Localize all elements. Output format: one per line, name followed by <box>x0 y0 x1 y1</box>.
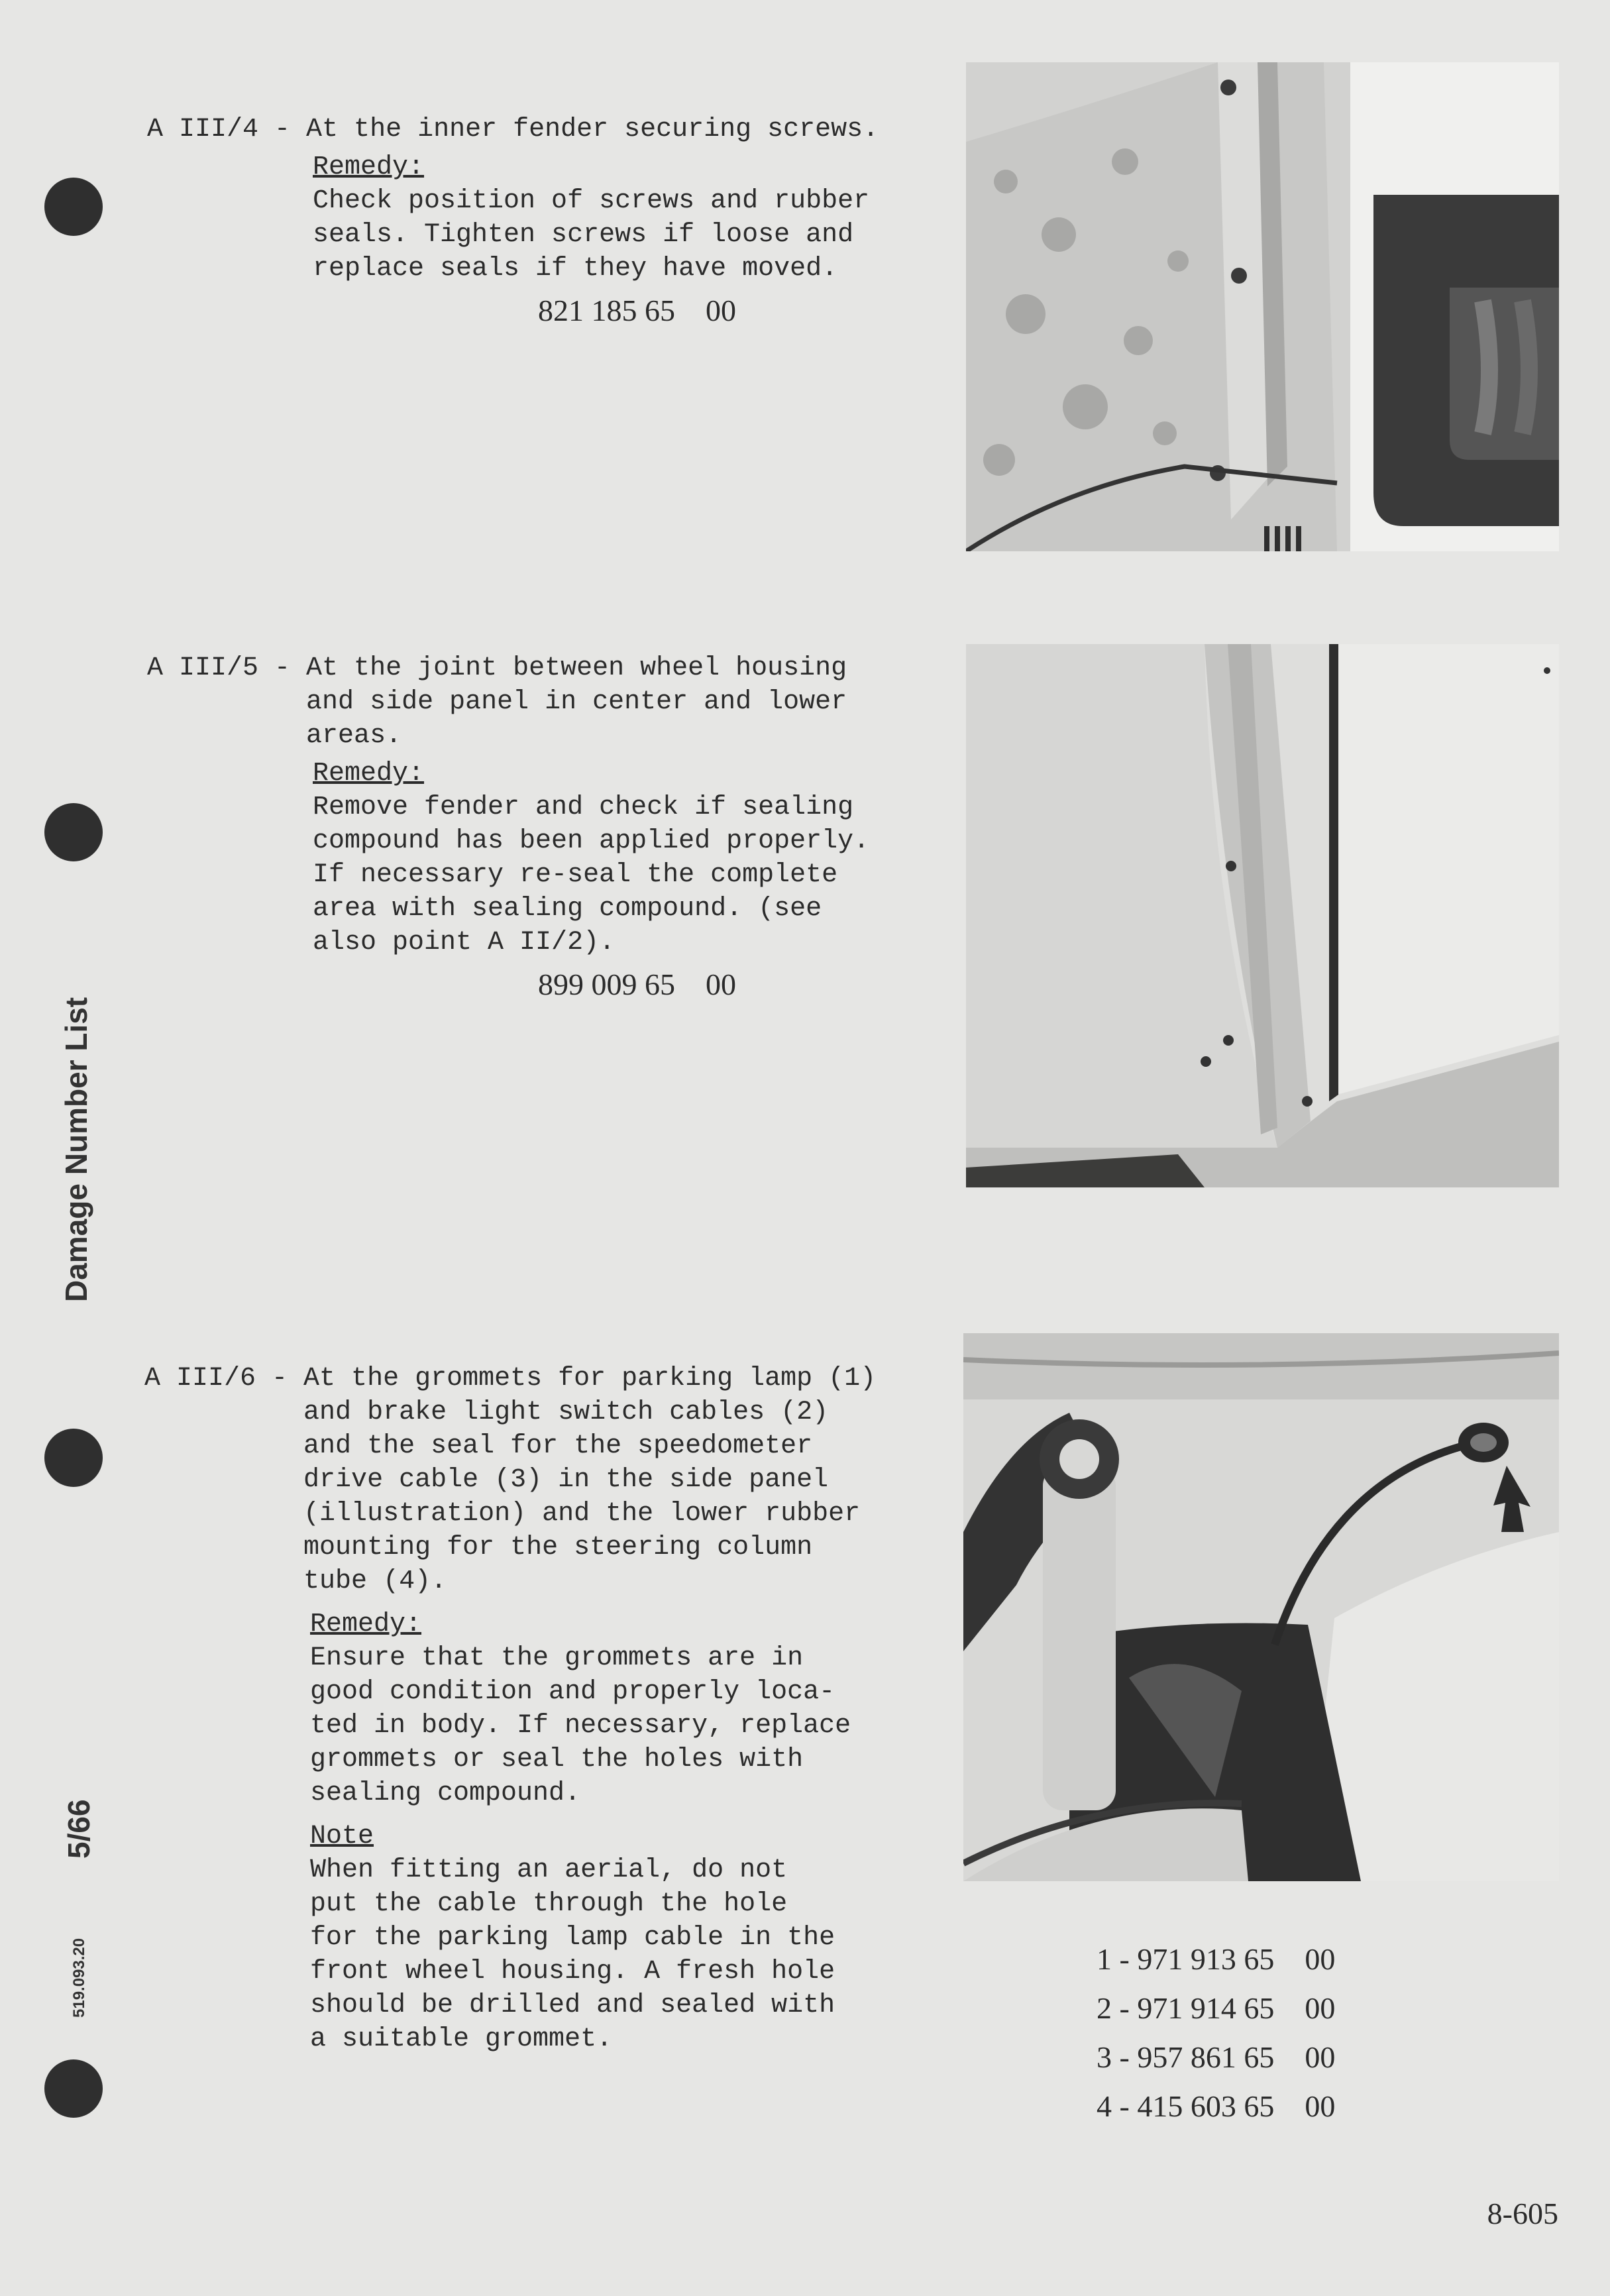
note-line: for the parking lamp cable in the <box>310 1923 835 1953</box>
remedy-line: area with sealing compound. (see <box>313 894 822 924</box>
photo-wheel-housing-joint <box>966 644 1559 1187</box>
entry-title-line: At the grommets for parking lamp (1) <box>303 1364 877 1394</box>
note-line: When fitting an aerial, do not <box>310 1855 788 1885</box>
note-label: Note <box>310 1822 374 1851</box>
punch-hole <box>44 2059 103 2118</box>
remedy-line: also point A II/2). <box>313 928 616 957</box>
parts-list <box>1097 1935 1335 2131</box>
remedy-line: replace seals if they have moved. <box>313 254 838 284</box>
entry-code: A III/6 - <box>144 1364 304 1394</box>
remedy-line: ted in body. If necessary, replace <box>310 1711 851 1741</box>
part-number: 899 009 65 00 <box>538 967 736 1001</box>
part-number: 821 185 65 00 <box>538 294 736 327</box>
remedy-line: If necessary re-seal the complete <box>313 860 838 890</box>
entry-code: A III/4 - <box>147 115 307 144</box>
entry-title-line: At the inner fender securing screws. <box>306 115 879 144</box>
entry-title-line: At the joint between wheel housing <box>306 653 847 683</box>
punch-hole <box>44 1429 103 1487</box>
side-title: Damage Number List <box>59 997 93 1302</box>
remedy-label: Remedy: <box>313 152 425 182</box>
photo-grommets <box>963 1333 1559 1881</box>
remedy-label: Remedy: <box>313 759 425 789</box>
parts-list-item: 2 - 971 914 65 00 <box>1097 1991 1336 2025</box>
punch-hole <box>44 178 103 236</box>
remedy-line: grommets or seal the holes with <box>310 1745 804 1775</box>
entry-code: A III/5 - <box>147 653 307 683</box>
remedy-label: Remedy: <box>310 1610 422 1639</box>
punch-hole <box>44 803 103 861</box>
side-doc-number: 519.093.20 <box>70 1938 88 2018</box>
entry-title-line: mounting for the steering column <box>303 1533 813 1562</box>
side-date: 5/66 <box>62 1799 96 1859</box>
note-line: put the cable through the hole <box>310 1889 788 1919</box>
entry-title-line: and brake light switch cables (2) <box>303 1397 829 1427</box>
remedy-line: sealing compound. <box>310 1778 581 1808</box>
photo-inner-fender-screws <box>966 62 1559 551</box>
entry-title-line: tube (4). <box>303 1566 447 1596</box>
remedy-line: Remove fender and check if sealing <box>313 793 854 822</box>
entry-title-line: and the seal for the speedometer <box>303 1431 813 1461</box>
entry-title-line: and side panel in center and lower <box>306 687 847 717</box>
remedy-line: compound has been applied properly. <box>313 826 870 856</box>
note-line: a suitable grommet. <box>310 2024 613 2054</box>
remedy-line: Ensure that the grommets are in <box>310 1643 804 1673</box>
note-line: front wheel housing. A fresh hole <box>310 1957 835 1987</box>
entry-a-iii-5 <box>147 651 869 1001</box>
entry-title-line: drive cable (3) in the side panel <box>303 1465 829 1495</box>
parts-list-item: 1 - 971 913 65 00 <box>1097 1942 1336 1976</box>
parts-list-item: 4 - 415 603 65 00 <box>1097 2089 1336 2123</box>
parts-list-item: 3 - 957 861 65 00 <box>1097 2040 1336 2074</box>
entry-a-iii-6 <box>144 1362 876 2056</box>
remedy-line: Check position of screws and rubber <box>313 186 870 216</box>
entry-a-iii-4 <box>147 113 879 327</box>
remedy-line: good condition and properly loca- <box>310 1677 835 1707</box>
page-number: 8-605 <box>1487 2197 1558 2230</box>
entry-title-line: areas. <box>306 721 402 751</box>
entry-title-line: (illustration) and the lower rubber <box>303 1499 861 1529</box>
note-line: should be drilled and sealed with <box>310 1991 835 2020</box>
remedy-line: seals. Tighten screws if loose and <box>313 220 854 250</box>
